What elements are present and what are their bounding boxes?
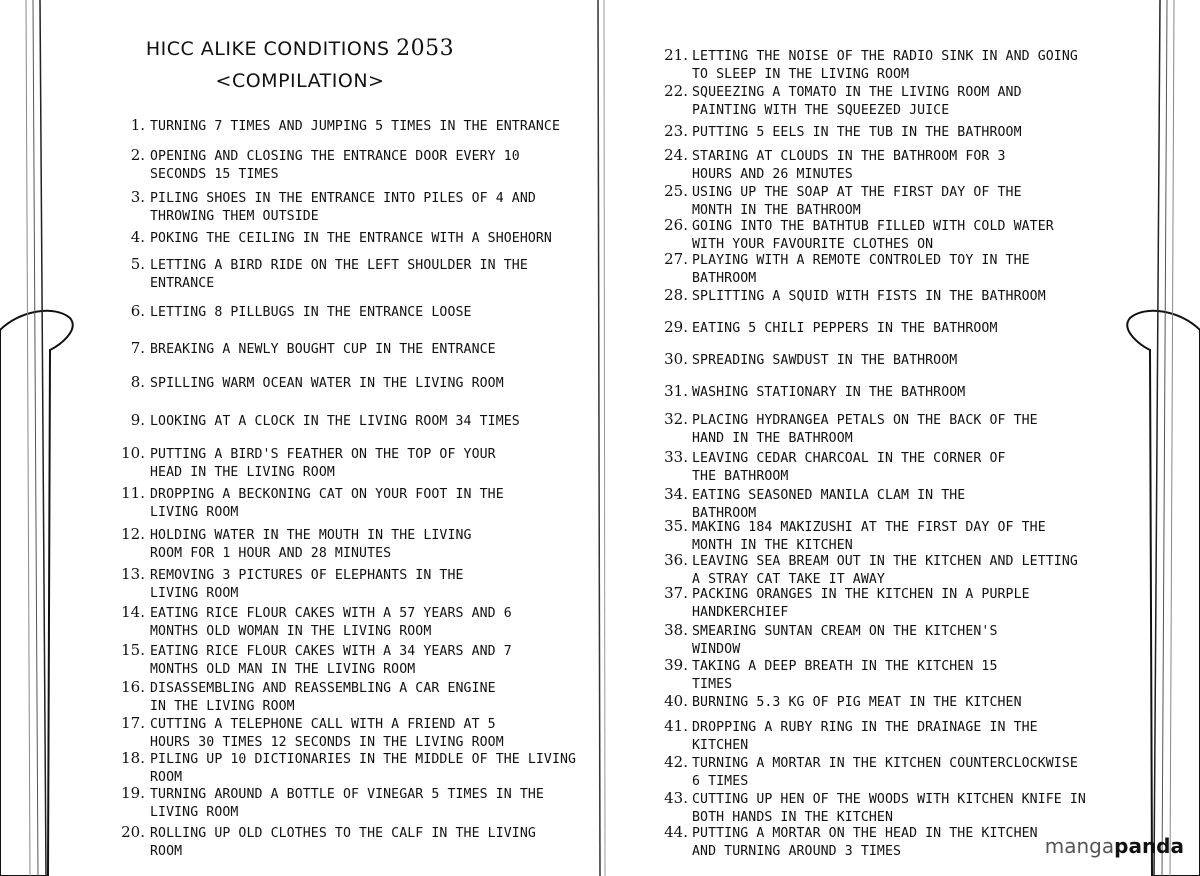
watermark-part2: panda xyxy=(1114,834,1184,858)
item-text-line: OPENING AND CLOSING THE ENTRANCE DOOR EVERY 10 xyxy=(150,149,520,164)
item-number: 12. xyxy=(121,525,145,543)
item-text-line: DROPPING A RUBY RING IN THE DRAINAGE IN THE xyxy=(692,720,1038,735)
item-number: 5. xyxy=(130,255,145,273)
watermark-part1: manga xyxy=(1044,834,1115,858)
item-number: 11. xyxy=(121,484,145,502)
item-number: 42. xyxy=(664,753,688,771)
item-text-line: STARING AT CLOUDS IN THE BATHROOM FOR 3 xyxy=(692,149,1006,164)
item-text-line: HOLDING WATER IN THE MOUTH IN THE LIVING xyxy=(150,528,472,543)
item-text-line: ROOM FOR 1 HOUR AND 28 MINUTES xyxy=(150,545,392,561)
item-text-line: EATING 5 CHILI PEPPERS IN THE BATHROOM xyxy=(692,321,998,336)
item-number: 21. xyxy=(664,46,688,64)
item-text-line: THE BATHROOM xyxy=(692,468,789,484)
item-text-line: LEAVING CEDAR CHARCOAL IN THE CORNER OF xyxy=(692,451,1006,466)
item-text-line: PILING SHOES IN THE ENTRANCE INTO PILES OF 4 AND xyxy=(150,191,536,206)
item-number: 1. xyxy=(130,116,145,134)
item-number: 37. xyxy=(664,584,688,602)
item-number: 13. xyxy=(121,565,145,583)
item-text-line: PUTTING A BIRD'S FEATHER ON THE TOP OF YOUR xyxy=(150,447,496,462)
item-text-line: PLACING HYDRANGEA PETALS ON THE BACK OF THE xyxy=(692,413,1038,428)
item-text-line: SPLITTING A SQUID WITH FISTS IN THE BATHROOM xyxy=(692,289,1046,304)
item-number: 18. xyxy=(121,749,145,767)
item-number: 27. xyxy=(664,250,688,268)
page-title xyxy=(0,36,600,61)
item-text-line: GOING INTO THE BATHTUB FILLED WITH COLD WATER xyxy=(692,219,1054,234)
item-number: 26. xyxy=(664,216,688,234)
item-text-line: SPREADING SAWDUST IN THE BATHROOM xyxy=(692,353,958,368)
item-text-line: ENTRANCE xyxy=(150,275,215,291)
item-text-line: ROOM xyxy=(150,769,183,785)
item-number: 31. xyxy=(664,382,688,400)
item-text-line: PLAYING WITH A REMOTE CONTROLED TOY IN THE xyxy=(692,253,1030,268)
item-text-line: ROOM xyxy=(150,843,183,859)
item-text-line: SQUEEZING A TOMATO IN THE LIVING ROOM AND xyxy=(692,85,1022,100)
item-text-line: TURNING AROUND A BOTTLE OF VINEGAR 5 TIMES IN THE xyxy=(150,787,544,802)
item-text-line: LOOKING AT A CLOCK IN THE LIVING ROOM 34 TIMES xyxy=(150,414,520,429)
item-text-line: DISASSEMBLING AND REASSEMBLING A CAR ENGINE xyxy=(150,681,496,696)
item-number: 8. xyxy=(130,373,145,391)
title-text: HICC ALIKE CONDITIONS xyxy=(145,38,390,60)
item-number: 9. xyxy=(130,411,145,429)
item-text-line: AND TURNING AROUND 3 TIMES xyxy=(692,843,902,859)
item-text-line: PILING UP 10 DICTIONARIES IN THE MIDDLE OF THE LIVING xyxy=(150,752,577,767)
item-number: 23. xyxy=(664,122,688,140)
item-number: 17. xyxy=(121,714,145,732)
title-year: 2053 xyxy=(396,36,455,61)
item-text-line: HOURS AND 26 MINUTES xyxy=(692,166,853,182)
item-number: 44. xyxy=(664,823,688,841)
item-text-line: CUTTING UP HEN OF THE WOODS WITH KITCHEN KNIFE IN xyxy=(692,792,1086,807)
item-text-line: LIVING ROOM xyxy=(150,585,239,601)
item-text-line: TURNING 7 TIMES AND JUMPING 5 TIMES IN THE ENTRANCE xyxy=(150,119,561,134)
item-number: 38. xyxy=(664,621,688,639)
item-number: 40. xyxy=(664,692,688,710)
page-subtitle: <COMPILATION> xyxy=(215,70,385,92)
item-number: 32. xyxy=(664,410,688,428)
item-number: 4. xyxy=(130,228,145,246)
item-text-line: CUTTING A TELEPHONE CALL WITH A FRIEND AT 5 xyxy=(150,717,496,732)
item-number: 43. xyxy=(664,789,688,807)
item-text-line: EATING RICE FLOUR CAKES WITH A 34 YEARS AND 7 xyxy=(150,644,512,659)
item-number: 14. xyxy=(121,603,145,621)
item-number: 24. xyxy=(664,146,688,164)
item-text-line: PAINTING WITH THE SQUEEZED JUICE xyxy=(692,102,950,118)
item-text-line: A STRAY CAT TAKE IT AWAY xyxy=(692,571,885,587)
item-number: 36. xyxy=(664,551,688,569)
item-text-line: HOURS 30 TIMES 12 SECONDS IN THE LIVING ROOM xyxy=(150,734,504,750)
item-text-line: MONTHS OLD WOMAN IN THE LIVING ROOM xyxy=(150,623,432,639)
item-text-line: LIVING ROOM xyxy=(150,504,239,520)
item-text-line: EATING SEASONED MANILA CLAM IN THE xyxy=(692,488,966,503)
item-number: 6. xyxy=(130,302,145,320)
item-number: 7. xyxy=(130,339,145,357)
item-number: 28. xyxy=(664,286,688,304)
item-text-line: TAKING A DEEP BREATH IN THE KITCHEN 15 xyxy=(692,659,998,674)
item-text-line: SMEARING SUNTAN CREAM ON THE KITCHEN'S xyxy=(692,624,998,639)
item-text-line: LETTING THE NOISE OF THE RADIO SINK IN AND GOING xyxy=(692,49,1078,64)
item-text-line: TURNING A MORTAR IN THE KITCHEN COUNTERCLOCKWISE xyxy=(692,756,1078,771)
item-text-line: USING UP THE SOAP AT THE FIRST DAY OF THE xyxy=(692,185,1022,200)
item-text-line: MONTH IN THE BATHROOM xyxy=(692,202,861,218)
item-number: 19. xyxy=(121,784,145,802)
item-number: 35. xyxy=(664,517,688,535)
item-text-line: BATHROOM xyxy=(692,505,757,521)
item-text-line: TO SLEEP IN THE LIVING ROOM xyxy=(692,66,910,82)
item-text-line: TIMES xyxy=(692,676,733,692)
item-text-line: REMOVING 3 PICTURES OF ELEPHANTS IN THE xyxy=(150,568,464,583)
item-text-line: PACKING ORANGES IN THE KITCHEN IN A PURPLE xyxy=(692,587,1030,602)
item-text-line: SECONDS 15 TIMES xyxy=(150,166,279,182)
item-text-line: MONTHS OLD MAN IN THE LIVING ROOM xyxy=(150,661,416,677)
item-number: 3. xyxy=(130,188,145,206)
item-text-line: HANDKERCHIEF xyxy=(692,604,789,620)
item-number: 30. xyxy=(664,350,688,368)
item-text-line: 6 TIMES xyxy=(692,773,749,789)
item-text-line: BURNING 5.3 KG OF PIG MEAT IN THE KITCHEN xyxy=(692,695,1022,710)
item-text-line: EATING RICE FLOUR CAKES WITH A 57 YEARS AND 6 xyxy=(150,606,512,621)
item-text-line: HEAD IN THE LIVING ROOM xyxy=(150,464,335,480)
item-number: 15. xyxy=(121,641,145,659)
item-text-line: HAND IN THE BATHROOM xyxy=(692,430,853,446)
item-number: 41. xyxy=(664,717,688,735)
item-text-line: BREAKING A NEWLY BOUGHT CUP IN THE ENTRANCE xyxy=(150,342,496,357)
item-text-line: LETTING 8 PILLBUGS IN THE ENTRANCE LOOSE xyxy=(150,305,472,320)
item-text-line: BATHROOM xyxy=(692,270,757,286)
item-text-line: MAKING 184 MAKIZUSHI AT THE FIRST DAY OF THE xyxy=(692,520,1046,535)
item-text-line: SPILLING WARM OCEAN WATER IN THE LIVING ROOM xyxy=(150,376,504,391)
item-number: 16. xyxy=(121,678,145,696)
item-text-line: ROLLING UP OLD CLOTHES TO THE CALF IN THE LIVING xyxy=(150,826,536,841)
item-text-line: LIVING ROOM xyxy=(150,804,239,820)
item-text-line: MONTH IN THE KITCHEN xyxy=(692,537,853,553)
item-text-line: LEAVING SEA BREAM OUT IN THE KITCHEN AND LETTING xyxy=(692,554,1078,569)
item-number: 33. xyxy=(664,448,688,466)
item-text-line: KITCHEN xyxy=(692,737,749,753)
item-text-line: DROPPING A BECKONING CAT ON YOUR FOOT IN THE xyxy=(150,487,504,502)
item-text-line: LETTING A BIRD RIDE ON THE LEFT SHOULDER IN THE xyxy=(150,258,528,273)
item-text-line: PUTTING 5 EELS IN THE TUB IN THE BATHROOM xyxy=(692,125,1022,140)
item-number: 10. xyxy=(121,444,145,462)
item-text-line: IN THE LIVING ROOM xyxy=(150,698,295,714)
item-text-line: THROWING THEM OUTSIDE xyxy=(150,208,319,224)
item-number: 29. xyxy=(664,318,688,336)
item-number: 34. xyxy=(664,485,688,503)
item-text-line: BOTH HANDS IN THE KITCHEN xyxy=(692,809,893,825)
item-text-line: WINDOW xyxy=(692,641,741,657)
item-number: 25. xyxy=(664,182,688,200)
watermark-logo xyxy=(1045,834,1184,858)
item-number: 2. xyxy=(130,146,145,164)
item-number: 20. xyxy=(121,823,145,841)
item-text-line: WITH YOUR FAVOURITE CLOTHES ON xyxy=(692,236,934,252)
item-text-line: POKING THE CEILING IN THE ENTRANCE WITH A SHOEHORN xyxy=(150,231,552,246)
item-number: 22. xyxy=(664,82,688,100)
item-text-line: WASHING STATIONARY IN THE BATHROOM xyxy=(692,385,966,400)
item-text-line: PUTTING A MORTAR ON THE HEAD IN THE KITCHEN xyxy=(692,826,1038,841)
item-number: 39. xyxy=(664,656,688,674)
